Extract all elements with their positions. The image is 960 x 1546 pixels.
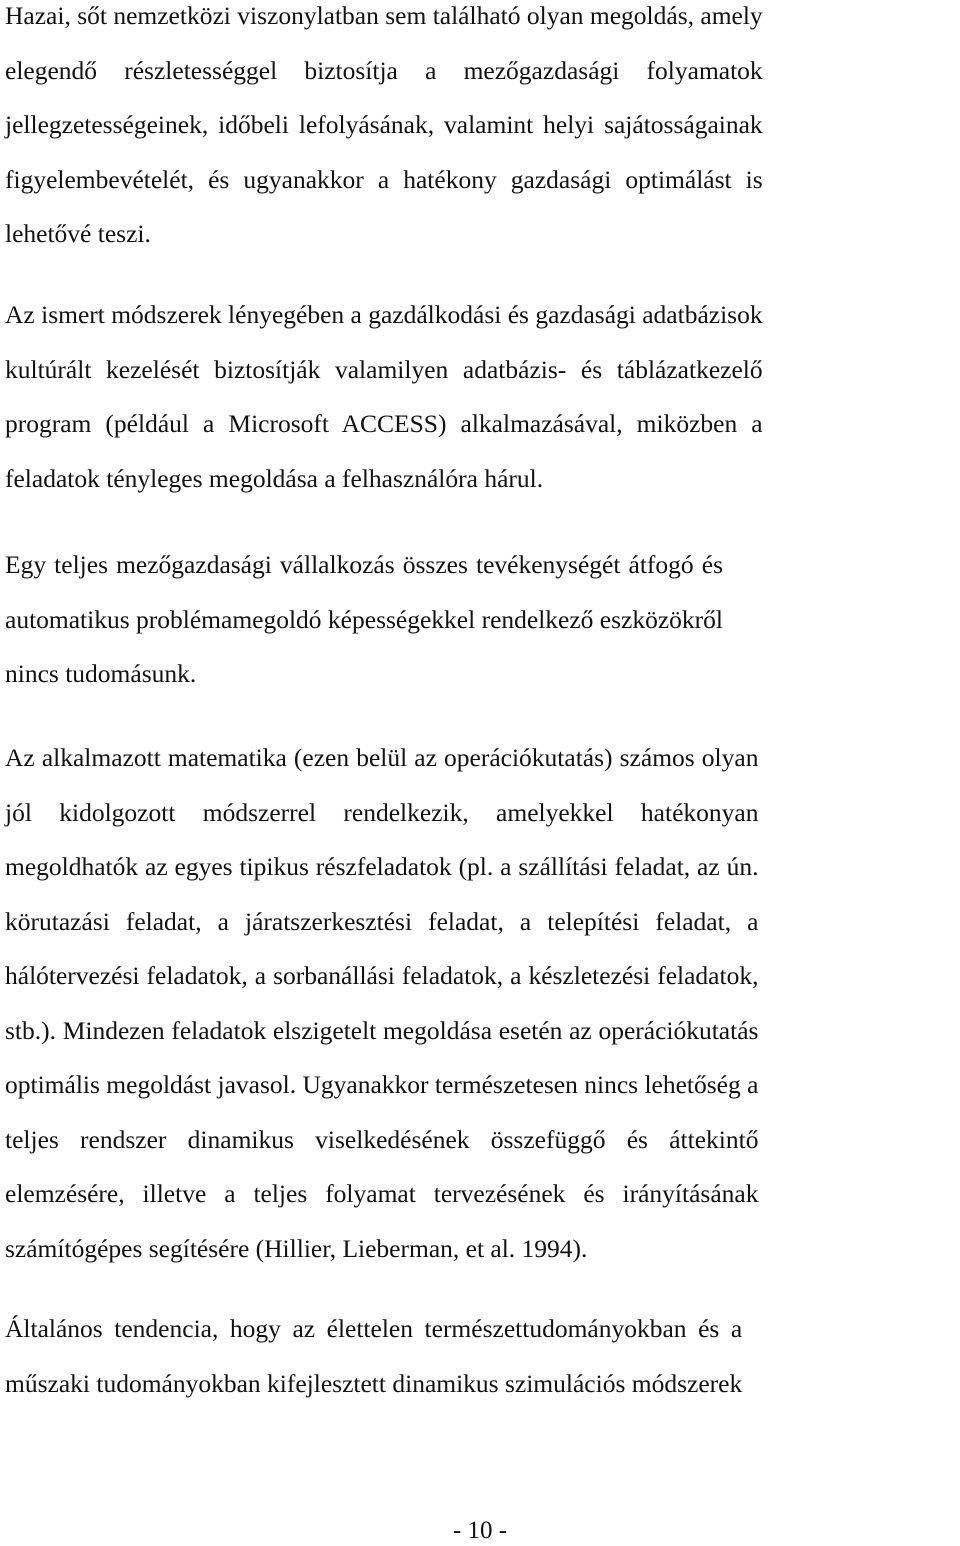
text-line: Hazai, sőt nemzetközi viszonylatban sem található olyan megoldás, amely bbox=[5, 1, 763, 30]
page-number: - 10 - bbox=[452, 1517, 508, 1544]
paragraph-2 bbox=[5, 288, 763, 506]
paragraph-5 bbox=[5, 1302, 742, 1411]
text-line: feladatok tényleges megoldása a felhasználóra hárul. bbox=[5, 463, 544, 493]
text-line: körutazási feladat, a járatszerkesztési feladat, a telepítési feladat, a bbox=[5, 906, 759, 936]
paragraph-1 bbox=[5, 0, 763, 262]
text-line: számítógépes segítésére (Hillier, Lieberman, et al. 1994). bbox=[5, 1233, 588, 1263]
text-line: Egy teljes mezőgazdasági vállalkozás összes tevékenységét átfogó és bbox=[5, 550, 724, 579]
paragraph-3 bbox=[5, 538, 723, 702]
text-line: hálótervezési feladatok, a sorbanállási feladatok, a készletezési feladatok, bbox=[5, 961, 759, 990]
text-line: jellegzetességeinek, időbeli lefolyásának, valamint helyi sajátosságainak bbox=[5, 110, 763, 139]
text-line: figyelembevételét, és ugyanakkor a hatékony gazdasági optimálást is bbox=[5, 164, 763, 194]
text-line: lehetővé teszi. bbox=[5, 219, 151, 248]
text-line: nincs tudomásunk. bbox=[5, 659, 197, 688]
text-line: Az alkalmazott matematika (ezen belül az operációkutatás) számos olyan bbox=[5, 743, 759, 772]
text-line: stb.). Mindezen feladatok elszigetelt megoldása esetén az operációkutatás bbox=[5, 1015, 759, 1045]
text-line: elegendő részletességgel biztosítja a mezőgazdasági folyamatok bbox=[5, 55, 763, 85]
text-line: automatikus problémamegoldó képességekkel rendelkező eszközökről bbox=[5, 604, 724, 634]
text-line: műszaki tudományokban kifejlesztett dinamikus szimulációs módszerek bbox=[5, 1368, 743, 1398]
text-line: program (például a Microsoft ACCESS) alkalmazásával, miközben a bbox=[5, 409, 763, 438]
text-line: Az ismert módszerek lényegében a gazdálkodási és gazdasági adatbázisok bbox=[5, 300, 763, 329]
text-line: teljes rendszer dinamikus viselkedésének összefüggő és áttekintő bbox=[5, 1124, 759, 1154]
text-line: elemzésére, illetve a teljes folyamat tervezésének és irányításának bbox=[5, 1179, 759, 1208]
text-line: megoldhatók az egyes tipikus részfeladatok (pl. a szállítási feladat, az ún. bbox=[5, 852, 759, 881]
text-line: jól kidolgozott módszerrel rendelkezik, amelyekkel hatékonyan bbox=[5, 797, 759, 827]
text-line: kultúrált kezelését biztosítják valamilyen adatbázis- és táblázatkezelő bbox=[5, 354, 763, 384]
paragraph-4 bbox=[5, 731, 758, 1276]
text-line: Általános tendencia, hogy az élettelen természettudományokban és a bbox=[5, 1314, 743, 1343]
text-line: optimális megoldást javasol. Ugyanakkor természetesen nincs lehetőség a bbox=[5, 1070, 759, 1099]
